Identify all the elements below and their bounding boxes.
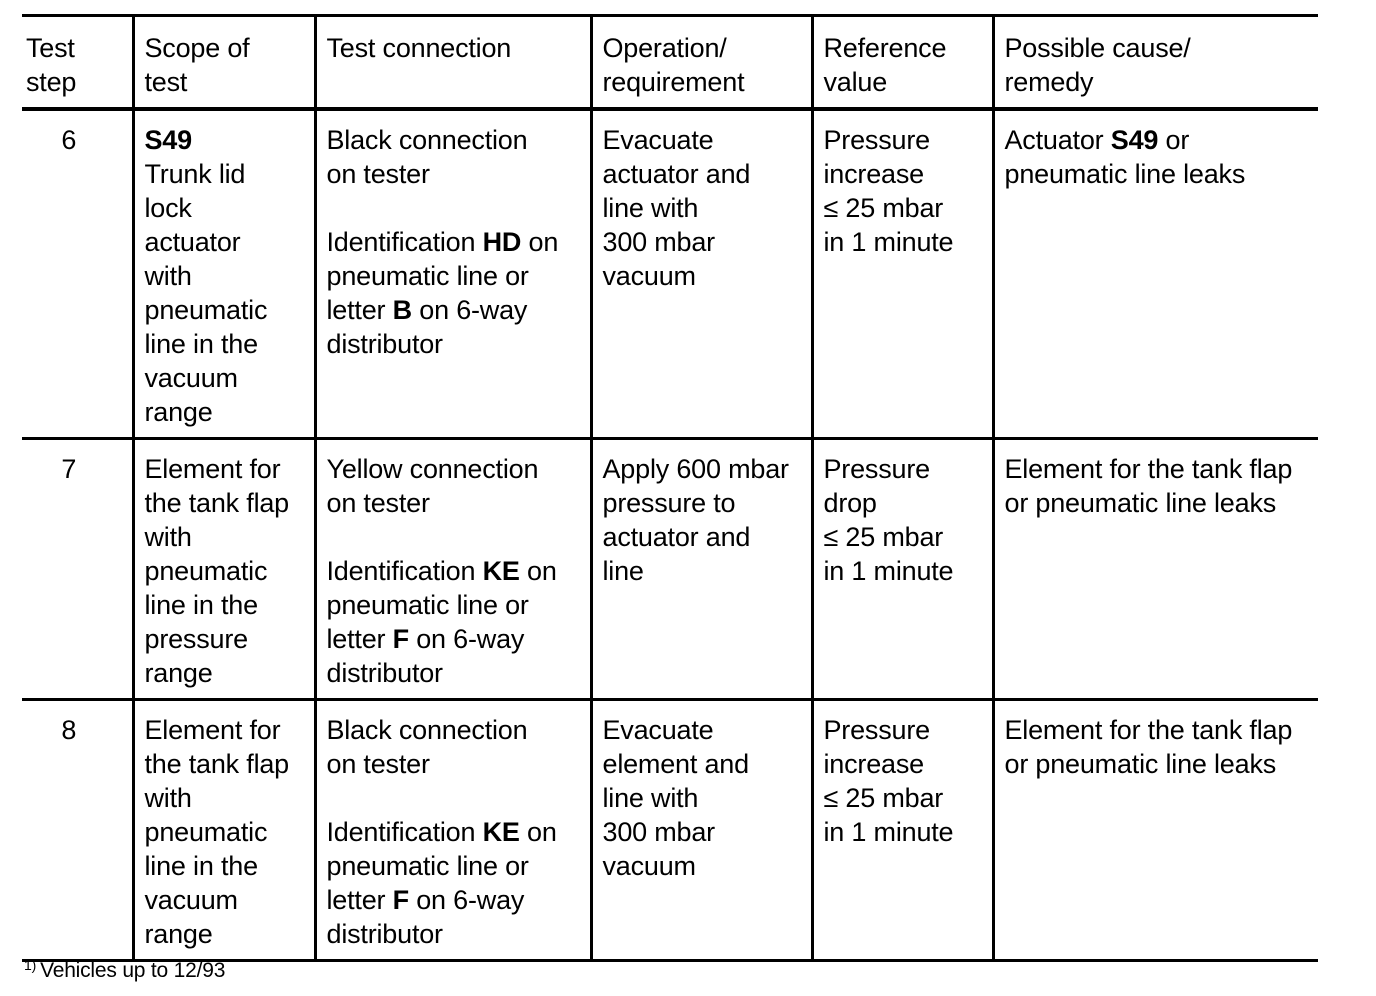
scope-cell xyxy=(133,439,315,700)
operation-text: 300 mbar xyxy=(602,817,715,847)
header-text: remedy xyxy=(1004,67,1094,97)
scope-text: pneumatic xyxy=(144,817,268,847)
distributor-letter: F xyxy=(392,624,409,654)
identification-code: KE xyxy=(482,556,520,586)
header-test-connection xyxy=(315,16,591,110)
connection-text: distributor xyxy=(326,329,443,359)
distributor-letter: F xyxy=(392,885,409,915)
header-text: Reference xyxy=(823,33,947,63)
reference-text: ≤ 25 mbar xyxy=(823,783,944,813)
scope-cell xyxy=(133,700,315,961)
scope-text: actuator xyxy=(144,227,241,257)
line-gap xyxy=(327,191,582,225)
header-operation-requirement xyxy=(591,16,812,110)
connection-text: distributor xyxy=(326,919,443,949)
identification-line xyxy=(327,554,582,588)
connection-text: distributor xyxy=(326,658,443,688)
operation-text: vacuum xyxy=(602,851,696,881)
operation-text: vacuum xyxy=(602,261,696,291)
operation-text: line with xyxy=(602,783,699,813)
operation-text: 300 mbar xyxy=(602,227,715,257)
scope-text: vacuum xyxy=(144,885,238,915)
header-text: test xyxy=(144,67,188,97)
operation-text: actuator and xyxy=(602,159,751,189)
connection-text: letter xyxy=(326,624,393,654)
operation-text: Apply 600 mbar xyxy=(602,454,789,484)
scope-text: the tank flap xyxy=(144,749,290,779)
component-code: S49 xyxy=(1110,125,1159,155)
table-row xyxy=(22,109,1318,439)
header-text: value xyxy=(823,67,888,97)
identification-code: KE xyxy=(482,817,520,847)
scope-text: line in the xyxy=(144,851,258,881)
operation-text: Evacuate xyxy=(602,125,714,155)
connection-text: letter xyxy=(326,295,393,325)
scope-text: Trunk lid xyxy=(144,159,246,189)
scope-text: lock xyxy=(144,193,192,223)
header-text: Scope of xyxy=(144,33,250,63)
footnote-text: Vehicles up to 12/93 xyxy=(40,959,226,982)
connection-text: on xyxy=(519,556,557,586)
letter-line xyxy=(327,622,582,656)
scope-text: range xyxy=(144,397,213,427)
header-text: Test connection xyxy=(326,33,512,63)
connection-text: Black connection xyxy=(326,715,528,745)
cause-cell xyxy=(993,700,1318,961)
cause-text: or pneumatic line leaks xyxy=(1004,749,1277,779)
reference-text: drop xyxy=(823,488,877,518)
operation-text: actuator and xyxy=(602,522,751,552)
connection-text: on xyxy=(521,227,559,257)
scope-text: Element for xyxy=(144,715,281,745)
operation-text: line xyxy=(602,556,644,586)
connection-text: on tester xyxy=(326,159,430,189)
scope-text: line in the xyxy=(144,329,258,359)
cause-text: Actuator xyxy=(1004,125,1111,155)
scope-text: pneumatic xyxy=(144,556,268,586)
reference-text: Pressure xyxy=(823,454,930,484)
reference-text: increase xyxy=(823,749,924,779)
header-text: Possible cause/ xyxy=(1004,33,1191,63)
component-code: S49 xyxy=(144,125,192,155)
cause-cell xyxy=(993,109,1318,439)
reference-text: ≤ 25 mbar xyxy=(823,522,944,552)
table-row xyxy=(22,700,1318,961)
cause-text: Element for the tank flap xyxy=(1004,454,1293,484)
scope-cell xyxy=(133,109,315,439)
reference-cell xyxy=(812,700,993,961)
connection-text: pneumatic line or xyxy=(326,590,529,620)
scope-text: pneumatic xyxy=(144,295,268,325)
connection-text: on 6-way xyxy=(408,885,525,915)
identification-code: HD xyxy=(482,227,522,257)
scope-text: Element for xyxy=(144,454,281,484)
reference-text: increase xyxy=(823,159,924,189)
reference-text: in 1 minute xyxy=(823,556,954,586)
connection-cell xyxy=(315,439,591,700)
connection-cell xyxy=(315,700,591,961)
scope-text: with xyxy=(144,522,192,552)
scope-text: with xyxy=(144,783,192,813)
identification-line xyxy=(327,815,582,849)
footnote xyxy=(24,952,225,984)
scope-text: vacuum xyxy=(144,363,238,393)
reference-cell xyxy=(812,439,993,700)
scope-text: with xyxy=(144,261,192,291)
connection-text: Black connection xyxy=(326,125,528,155)
identification-line xyxy=(327,225,582,259)
reference-text: Pressure xyxy=(823,715,930,745)
cause-text: pneumatic line leaks xyxy=(1004,159,1246,189)
scope-text: the tank flap xyxy=(144,488,290,518)
reference-text: in 1 minute xyxy=(823,227,954,257)
connection-text: on 6-way xyxy=(411,295,528,325)
operation-cell xyxy=(591,439,812,700)
scope-text: pressure xyxy=(144,624,248,654)
connection-text: Identification xyxy=(326,817,483,847)
reference-cell xyxy=(812,109,993,439)
reference-text: in 1 minute xyxy=(823,817,954,847)
header-text: Test xyxy=(26,33,75,63)
header-reference-value xyxy=(812,16,993,110)
connection-text: on tester xyxy=(326,749,430,779)
header-possible-cause-remedy xyxy=(993,16,1318,110)
operation-cell xyxy=(591,700,812,961)
line-gap xyxy=(327,781,582,815)
header-text: requirement xyxy=(602,67,745,97)
operation-text: pressure to xyxy=(602,488,736,518)
reference-text: ≤ 25 mbar xyxy=(823,193,944,223)
connection-text: on tester xyxy=(326,488,430,518)
test-table-container xyxy=(22,14,1318,962)
reference-text: Pressure xyxy=(823,125,930,155)
connection-text: Identification xyxy=(326,556,483,586)
letter-line xyxy=(327,293,582,327)
scope-text: range xyxy=(144,658,213,688)
cause-cell xyxy=(993,439,1318,700)
connection-text: letter xyxy=(326,885,393,915)
cause-text: or pneumatic line leaks xyxy=(1004,488,1277,518)
line-gap xyxy=(327,520,582,554)
connection-cell xyxy=(315,109,591,439)
header-text: Operation/ xyxy=(602,33,727,63)
operation-cell xyxy=(591,109,812,439)
test-step-cell: 7 xyxy=(22,439,133,700)
connection-text: on 6-way xyxy=(408,624,525,654)
operation-text: element and xyxy=(602,749,749,779)
scope-text: line in the xyxy=(144,590,258,620)
cause-text: Element for the tank flap xyxy=(1004,715,1293,745)
cause-text: or xyxy=(1158,125,1190,155)
cause-line xyxy=(1005,123,1311,157)
test-step-cell: 8 xyxy=(22,700,133,961)
test-table xyxy=(22,14,1318,962)
footnote-mark: 1) xyxy=(24,957,37,973)
header-text: step xyxy=(26,67,77,97)
connection-text: Identification xyxy=(326,227,483,257)
operation-text: line with xyxy=(602,193,699,223)
distributor-letter: B xyxy=(392,295,412,325)
connection-text: pneumatic line or xyxy=(326,851,529,881)
letter-line xyxy=(327,883,582,917)
table-row xyxy=(22,439,1318,700)
connection-text: Yellow connection xyxy=(326,454,539,484)
header-test-step xyxy=(22,16,133,110)
connection-text: on xyxy=(519,817,557,847)
header-row xyxy=(22,16,1318,110)
connection-text: pneumatic line or xyxy=(326,261,529,291)
scope-text: range xyxy=(144,919,213,949)
operation-text: Evacuate xyxy=(602,715,714,745)
header-scope-of-test xyxy=(133,16,315,110)
test-step-cell: 6 xyxy=(22,109,133,439)
